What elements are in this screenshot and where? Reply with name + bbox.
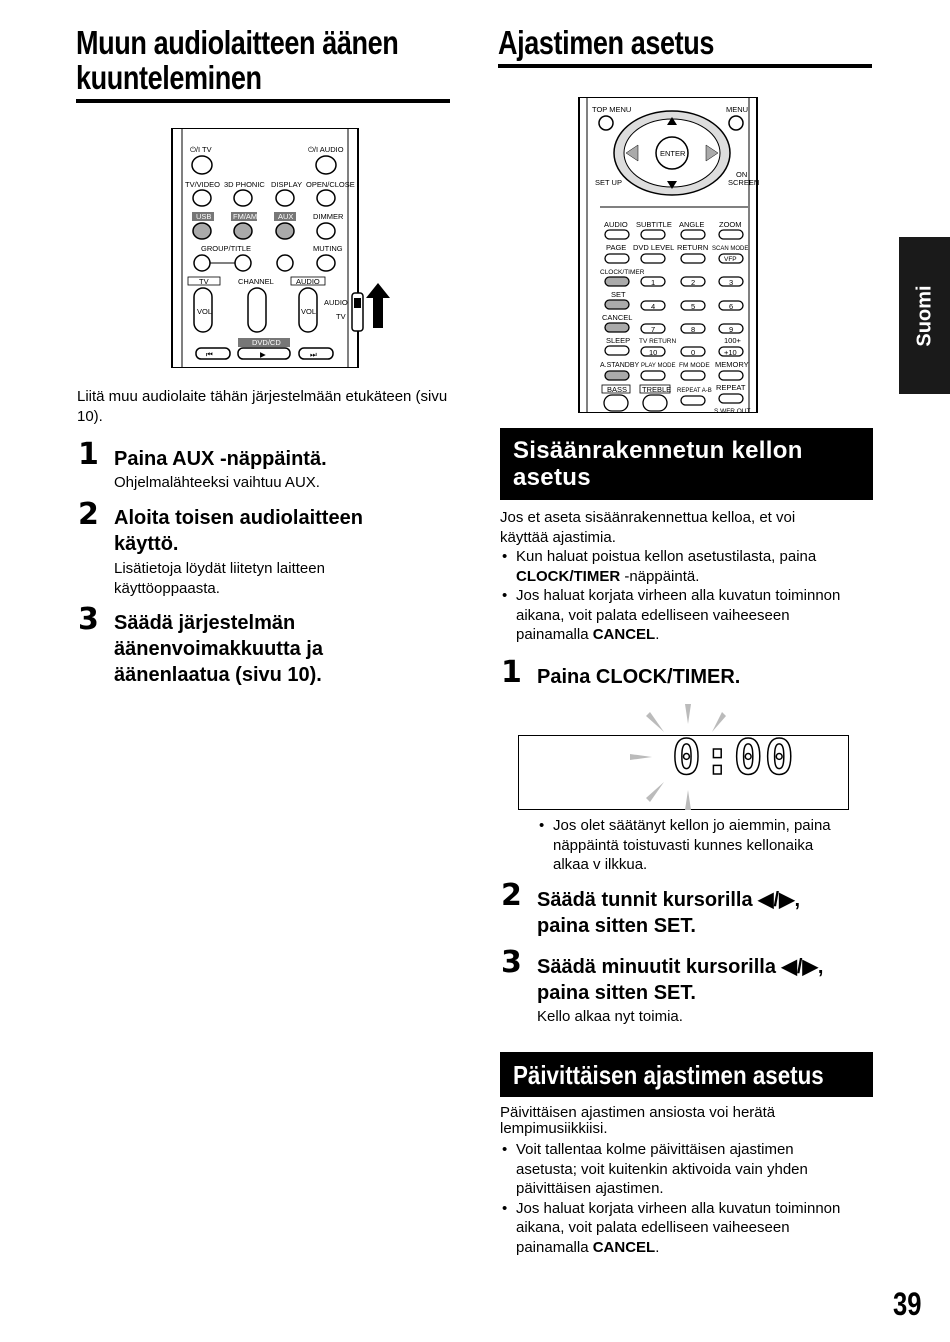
clock-note-1-line2 [516,567,880,587]
clock-timer-button[interactable] [605,277,629,286]
language-tab-label: Suomi [913,284,935,347]
bass-rocker[interactable] [604,395,628,411]
left-step2-sub-line2: käyttöoppaasta. [114,579,220,597]
svg-text:⏮: ⏮ [206,350,213,359]
fm-am-button[interactable] [234,223,252,239]
sleep-label: SLEEP [606,336,631,345]
fm-mode-label: FM MODE [679,362,710,369]
clock-intro [500,508,880,645]
daily-note-2 [500,1199,880,1258]
set-label: SET [611,290,626,299]
clock-timer-label: CLOCK/TIMER [600,269,645,276]
digit-8-label: 8 [691,325,696,334]
repeat-ab-button[interactable] [681,396,705,405]
timer-remote-illustration [578,97,764,413]
clock-step3-number: 3 [501,945,522,980]
power-tv-label: ⏻/I TV [190,145,212,154]
clock-display-note [537,816,877,875]
digit-2-label: 2 [691,278,696,287]
next-group-button[interactable] [235,255,251,271]
language-tab [899,237,950,394]
channel-label: CHANNEL [238,277,274,286]
display-note-line2: näppäintä toistuvasti kunnes kellonaika [553,836,814,854]
display-note-line1: • Jos olet säätänyt kellon jo aiemmin, paina [553,817,831,834]
play-mode-label: PLAY MODE [641,363,676,369]
menu-button[interactable] [729,116,743,130]
phonic-button[interactable] [234,190,252,206]
left-step3-title-line1: Säädä järjestelmän [114,612,296,634]
right-title: Ajastimen asetus [498,24,715,61]
switch-tv-label: TV [336,312,346,321]
left-step2-title [114,505,363,557]
clock-step1-title: Paina CLOCK/TIMER. [537,666,741,688]
display-button[interactable] [276,190,294,206]
prev-group-button[interactable] [194,255,210,271]
aux-remote-illustration [168,128,390,368]
digit-10-label: 10 [649,348,658,357]
svg-text:▶: ▶ [260,350,266,359]
audio-group-label: AUDIO [296,277,320,286]
clock-intro-line1: Jos et aseta sisäänrakennettua kelloa, et voi [500,509,796,526]
dimmer-label: DIMMER [313,212,344,221]
left-title-line2: kuunteleminen [76,59,262,96]
left-step3-number: 3 [78,602,99,637]
tv-vol-label: VOL [197,307,213,316]
power-audio-button[interactable] [316,156,336,174]
left-step3-title [114,610,323,688]
tv-video-button[interactable] [193,190,211,206]
left-step2-number: 2 [78,497,99,532]
clock-note-2-line1: • Jos haluat korjata virheen alla kuvatun toiminnon [516,587,841,604]
subtitle-label: SUBTITLE [636,220,672,229]
daily-cancel-bold: CANCEL [592,1238,656,1256]
open-close-label: OPEN/CLOSE [306,180,355,189]
play-mode-button[interactable] [641,371,665,380]
clock-step3-line1: Säädä minuutit kursorilla ◀/▶, [537,956,824,978]
clock-step1-number: 1 [501,655,522,690]
angle-button[interactable] [681,230,705,239]
digit-6-label: 6 [729,302,734,311]
repeat-button[interactable] [719,394,743,403]
audio-button[interactable] [605,230,629,239]
tv-video-label: TV/VIDEO [185,180,221,189]
usb-label: USB [196,212,212,221]
left-step2-sub-line1: Lisätietoja löydät liitetyn laitteen [114,560,325,577]
left-title-rule [76,99,450,103]
left-step2-title-line1: Aloita toisen audiolaitteen [114,507,363,529]
daily-note-2-post: . [655,1238,660,1256]
cancel-button[interactable] [605,323,629,332]
plus100-label: 100+ [724,336,741,345]
left-step2-sub [114,559,325,598]
clock-notes-list [500,547,880,645]
digit-3-label: 3 [729,278,734,287]
fm-am-label: FM/AM [233,212,258,221]
tv-return-label: TV RETURN [639,338,677,345]
clock-intro-line2: käyttää ajastimia. [500,528,616,546]
clock-note-2 [500,586,880,645]
switch-audio-label: AUDIO [324,298,348,307]
memory-label: MEMORY [715,360,749,369]
clock-step2-number: 2 [501,878,522,913]
clock-note-1-rest: -näppäintä. [620,567,700,585]
on-label: ON [736,170,748,179]
channel-rocker[interactable] [248,288,266,332]
audio-label: AUDIO [604,220,628,229]
left-title [76,25,398,95]
plus10-label: +10 [724,348,737,357]
left-step2-title-line2: käyttö. [114,533,179,555]
daily-note-1 [500,1140,880,1199]
daily-notes-list [500,1140,880,1257]
clock-note-1-line1: • Kun haluat poistua kellon asetustilasta, paina [516,548,817,565]
audio-vol-label: VOL [301,307,317,316]
digit-9-label: 9 [729,325,734,334]
page-button[interactable] [605,254,629,263]
arrow-up-icon [366,283,390,328]
repeat-label: REPEAT [716,383,746,392]
digit-5-label: 5 [691,302,696,311]
angle-label: ANGLE [679,220,705,229]
skip-back-button[interactable] [196,348,230,359]
left-step1-number: 1 [78,437,99,472]
scan-mode-label: SCAN MODE [712,246,749,252]
muting-button[interactable] [317,255,335,271]
memory-button[interactable] [719,371,743,380]
subtitle-button[interactable] [641,230,665,239]
vfp-label: VFP [724,256,737,263]
daily-timer-body [500,1105,880,1257]
svg-text:⏭: ⏭ [310,350,317,359]
zoom-button[interactable] [719,230,743,239]
clock-step3-line2: paina sitten SET. [537,982,696,1004]
left-step1-sub: Ohjelmalähteeksi vaihtuu AUX. [114,474,320,491]
clock-note-2-post: . [655,626,660,643]
dvd-level-button[interactable] [641,254,665,263]
clock-note-1 [500,547,880,586]
usb-button[interactable] [193,223,211,239]
muting-label: MUTING [313,244,343,253]
fm-mode-button[interactable] [681,371,705,380]
clock-display-time: 0:00 [672,730,796,786]
bass-label: BASS [607,385,628,394]
s-wfr-out-label: S.WFR OUT [714,408,751,413]
power-tv-button[interactable] [192,156,212,174]
cancel-label: CANCEL [602,313,633,322]
menu-label: MENU [726,105,749,114]
screen-label: SCREEN [728,178,760,187]
clock-display-note-item [537,816,877,875]
return-icon-button[interactable] [277,255,293,271]
digit-7-label: 7 [651,325,656,334]
enter-label: ENTER [660,149,686,158]
clock-step2-title [537,887,800,939]
daily-note-2-pre: painamalla [516,1238,593,1256]
dvd-cd-label: DVD/CD [252,338,281,347]
display-note-line3: alkaa v ilkkua. [553,856,648,873]
eject-button[interactable] [317,190,335,206]
group-title-label: GROUP/TITLE [201,244,252,253]
clock-step3-sub: Kello alkaa nyt toimia. [537,1008,683,1025]
clock-section-heading [500,428,873,500]
a-standby-label: A.STANDBY [600,362,640,369]
daily-note-2-line1: • Jos haluat korjata virheen alla kuvatun toiminnon [516,1199,841,1217]
digit-1-label: 1 [651,278,656,287]
return-label: RETURN [677,243,709,252]
digit-0-label: 0 [691,348,696,357]
sleep-button[interactable] [605,346,629,355]
dimmer-button[interactable] [317,223,335,239]
display-label: DISPLAY [271,180,303,189]
daily-note-1-line3: päivittäisen ajastimen. [516,1180,664,1197]
aux-button[interactable] [276,223,294,239]
daily-intro-line2: lempimusiikkiisi. [500,1120,608,1137]
clock-heading-line2: asetus [513,464,591,491]
top-menu-button[interactable] [599,116,613,130]
daily-intro-line1: Päivittäisen ajastimen ansiosta voi herätä [500,1104,776,1121]
clock-step3-title [537,954,823,1006]
power-audio-label: ⏻/I AUDIO [308,145,344,154]
set-up-label: SET UP [595,178,622,187]
tv-group-label: TV [199,277,209,286]
clock-note-2-line2: aikana, voit palata edelliseen vaiheeseen [516,606,790,624]
daily-timer-heading-text: Päivittäisen ajastimen asetus [513,1060,824,1090]
aux-label: AUX [278,212,294,221]
clock-step2-line1: Säädä tunnit kursorilla ◀/▶, [537,889,801,911]
set-button[interactable] [605,300,629,309]
left-title-line1: Muun audiolaitteen äänen [76,24,399,61]
cancel-bold: CANCEL [592,626,656,643]
right-title-rule [498,64,872,68]
left-intro: Liitä muu audiolaite tähän järjestelmään etukäteen (sivu 10). [77,388,448,425]
digit-4-label: 4 [651,302,656,311]
clock-step2-line2: paina sitten SET. [537,915,696,937]
page-label: PAGE [606,243,627,252]
clock-heading-line1: Sisäänrakennetun kellon [513,437,803,464]
return-button[interactable] [681,254,705,263]
left-step1-title: Paina AUX -näppäintä. [114,448,327,470]
repeat-ab-label: REPEAT A-B [677,388,712,394]
a-standby-button[interactable] [605,371,629,380]
clock-timer-bold: CLOCK/TIMER [516,567,621,585]
daily-note-2-line2: aikana, voit palata edelliseen vaiheeseen [516,1219,790,1236]
page-number: 39 [893,1286,922,1322]
daily-note-2-line3 [516,1238,880,1258]
left-step3-title-line3: äänenlaatua (sivu 10). [114,664,322,686]
daily-timer-heading [500,1052,873,1097]
zoom-label: ZOOM [719,220,742,229]
clock-note-2-line3 [516,625,880,645]
treble-rocker[interactable] [643,395,667,411]
clock-note-2-pre: painamalla [516,626,593,643]
top-menu-label: TOP MENU [592,105,632,114]
daily-note-1-line2: asetusta; voit kuitenkin aktivoida vain yhden [516,1160,808,1178]
left-step3-title-line2: äänenvoimakkuutta ja [114,638,323,660]
treble-label: TREBLE [642,385,672,394]
dvd-level-label: DVD LEVEL [633,243,675,252]
phonic-label: 3D PHONIC [224,180,265,189]
daily-note-1-line1: • Voit tallentaa kolme päivittäisen ajastimen [516,1141,794,1158]
